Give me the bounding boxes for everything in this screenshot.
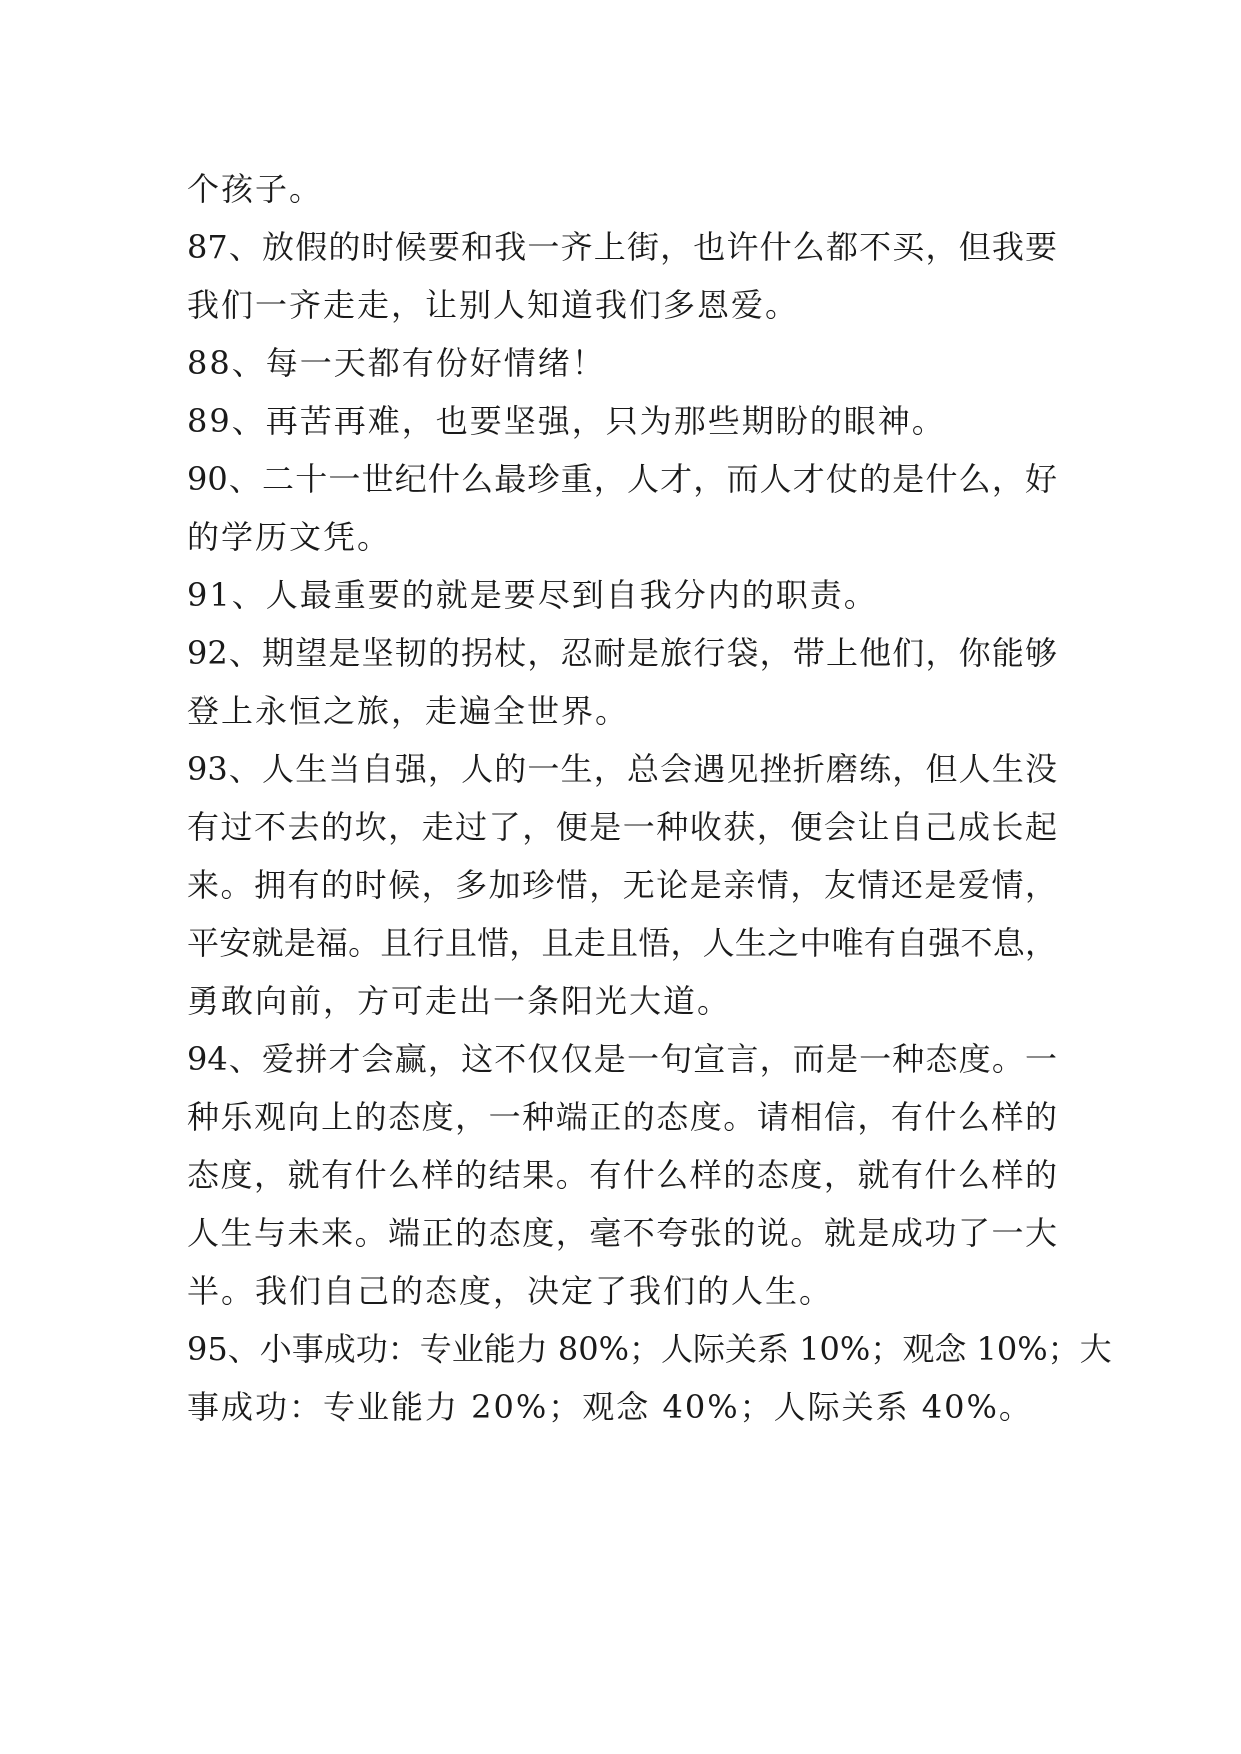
text-line: 态度，就有什么样的结果。有什么样的态度，就有什么样的 <box>187 1156 1057 1194</box>
text-line: 人生与未来。端正的态度，毫不夸张的说。就是成功了一大 <box>187 1214 1057 1252</box>
text-line: 半。我们自己的态度，决定了我们的人生。 <box>187 1272 834 1310</box>
text-line: 91、人最重要的就是要尽到自我分内的职责。 <box>187 576 878 614</box>
text-line: 事成功：专业能力 20%；观念 40%；人际关系 40%。 <box>187 1388 1033 1426</box>
document-body <box>187 160 1112 1436</box>
text-line: 93、人生当自强，人的一生，总会遇见挫折磨练，但人生没 <box>187 750 1057 788</box>
text-line: 89、再苦再难，也要坚强，只为那些期盼的眼神。 <box>187 402 946 440</box>
text-line: 个孩子。 <box>187 170 324 208</box>
text-line: 92、期望是坚韧的拐杖，忍耐是旅行袋，带上他们，你能够 <box>187 634 1057 672</box>
text-line: 95、小事成功：专业能力 80%；人际关系 10%；观念 10%；大 <box>187 1330 1112 1368</box>
text-line: 平安就是福。且行且惜，且走且悟，人生之中唯有自强不息， <box>187 924 1057 962</box>
text-line: 我们一齐走走，让别人知道我们多恩爱。 <box>187 286 800 324</box>
text-line: 登上永恒之旅，走遍全世界。 <box>187 692 630 730</box>
text-line: 有过不去的坎，走过了，便是一种收获，便会让自己成长起 <box>187 808 1057 846</box>
text-line: 88、每一天都有份好情绪！ <box>187 344 606 382</box>
text-line: 90、二十一世纪什么最珍重，人才，而人才仗的是什么，好 <box>187 460 1057 498</box>
text-line: 来。拥有的时候，多加珍惜，无论是亲情，友情还是爱情， <box>187 866 1057 904</box>
text-line: 勇敢向前，方可走出一条阳光大道。 <box>187 982 732 1020</box>
text-line: 种乐观向上的态度，一种端正的态度。请相信，有什么样的 <box>187 1098 1057 1136</box>
text-line: 的学历文凭。 <box>187 518 392 556</box>
text-line: 94、爱拼才会赢，这不仅仅是一句宣言，而是一种态度。一 <box>187 1040 1057 1078</box>
text-line: 87、放假的时候要和我一齐上街，也许什么都不买，但我要 <box>187 228 1057 266</box>
